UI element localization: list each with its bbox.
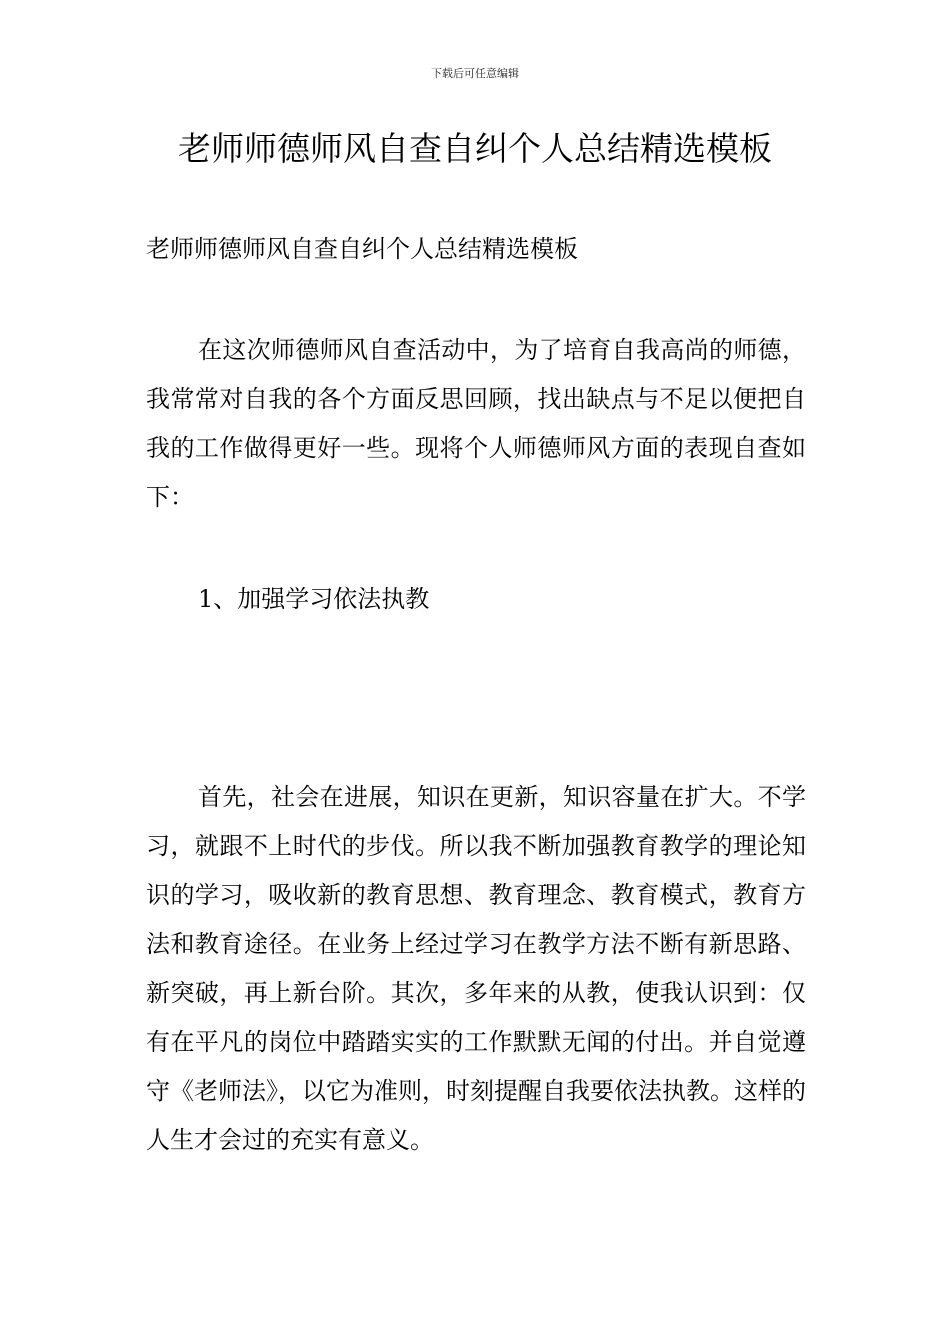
header-note: 下载后可任意编辑 bbox=[431, 67, 519, 80]
body-paragraph: 首先，社会在进展，知识在更新，知识容量在扩大。不学习，就跟不上时代的步伐。所以我不断加强教育教学的理论知识的学习，吸收新的教育思想、教育理念、教育模式，教育方法和教育途径。在业务上经过学习在教学方法不断有新思路、新突破，再上新台阶。其次，多年来的从教，使我认识到：仅有在平凡的岗位中踏踏实实的工作默默无闻的付出。并自觉遵守《老师法》，以它为准则，时刻提醒自我要依法执教。这样的人生才会过的充实有意义。 bbox=[146, 783, 806, 1154]
intro-paragraph: 在这次师德师风自查活动中，为了培育自我高尚的师德，我常常对自我的各个方面反思回顾，找出缺点与不足以便把自我的工作做得更好一些。现将个人师德师风方面的表现自查如下： bbox=[146, 336, 806, 511]
document-subtitle: 老师师德师风自查自纠个人总结精选模板 bbox=[146, 235, 578, 263]
section-heading: 1、加强学习依法执教 bbox=[198, 585, 430, 613]
document-title: 老师师德师风自查自纠个人总结精选模板 bbox=[178, 129, 772, 168]
